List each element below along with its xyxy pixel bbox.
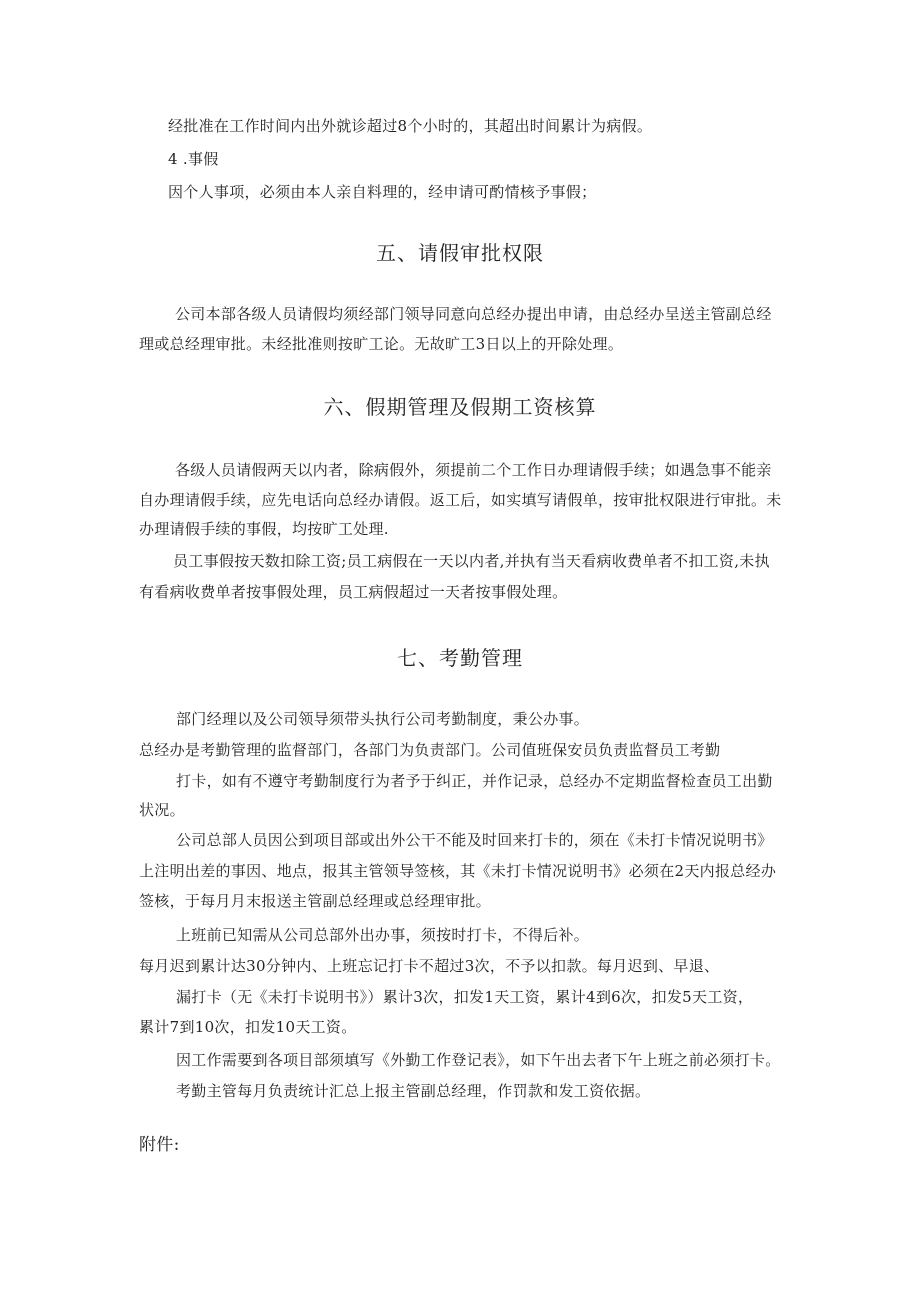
paragraph-attendance-4-line-3: 签核，于每月月末报送主管副总经理或总经理审批。 [139,892,491,910]
paragraph-sick-leave-note: 经批准在工作时间内出外就诊超过8个小时的，其超出时间累计为病假。 [168,117,653,135]
paragraph-attendance-9: 考勤主管每月负责统计汇总上报主管副总经理，作罚款和发工资依据。 [176,1082,651,1100]
paragraph-attendance-3-line-2: 状况。 [139,801,185,819]
section-heading-leave-management: 六、假期管理及假期工资核算 [323,395,597,419]
paragraph-attendance-4-line-2: 上注明出差的事因、地点，报其主管领导签核，其《未打卡情况说明书》必须在2天内报总经办 [139,862,777,880]
paragraph-attendance-5: 上班前已知需从公司总部外出办事，须按时打卡，不得后补。 [176,926,590,944]
paragraph-attendance-7-line-1: 漏打卡（无《未打卡说明书》）累计3次，扣发1天工资，累计4到6次，扣发5天工资， [176,988,754,1006]
section-heading-approval-authority: 五、请假审批权限 [376,241,544,265]
paragraph-leave-line-1: 各级人员请假两天以内者，除病假外，须提前二个工作日办理请假手续；如遇急事不能亲 [175,461,772,479]
paragraph-attendance-1: 部门经理以及公司领导须带头执行公司考勤制度，秉公办事。 [176,710,590,728]
paragraph-attendance-7-line-2: 累计7到10次，扣发10天工资。 [139,1018,357,1036]
item-personal-leave-title: 4 .事假 [168,150,219,168]
paragraph-attendance-2: 总经办是考勤管理的监督部门，各部门为负责部门。公司值班保安员负责监督员工考勤 [139,741,721,759]
paragraph-leave-line-2: 自办理请假手续，应先电话向总经办请假。返工后，如实填写请假单，按审批权限进行审批。未 [139,491,782,509]
paragraph-attendance-4-line-1: 公司总部人员因公到项目部或出外公干不能及时回来打卡的，须在《未打卡情况说明书》 [176,831,773,849]
paragraph-wage-line-1: 员工事假按天数扣除工资;员工病假在一天以内者,并执有当天看病收费单者不扣工资,未执 [173,552,770,570]
item-personal-leave-text: 因个人事项，必须由本人亲自料理的，经申请可酌情核予事假； [168,183,597,201]
paragraph-wage-line-2: 有看病收费单者按事假处理，员工病假超过一天者按事假处理。 [139,583,568,601]
paragraph-approval-line-2: 理或总经理审批。未经批准则按旷工论。无故旷工3日以上的开除处理。 [139,335,624,353]
attachment-label: 附件: [139,1135,180,1155]
section-heading-attendance: 七、考勤管理 [397,646,523,670]
paragraph-approval-line-1: 公司本部各级人员请假均须经部门领导同意向总经办提出申请，由总经办呈送主管副总经 [175,305,772,323]
paragraph-attendance-3-line-1: 打卡，如有不遵守考勤制度行为者予于纠正，并作记录，总经办不定期监督检查员工出勤 [176,772,773,790]
paragraph-attendance-8: 因工作需要到各项目部须填写《外勤工作登记表》，如下午出去者下午上班之前必须打卡。 [176,1051,781,1069]
paragraph-attendance-6: 每月迟到累计达30分钟内、上班忘记打卡不超过3次，不予以扣款。每月迟到、早退、 [139,957,720,975]
paragraph-leave-line-3: 办理请假手续的事假，均按旷工处理. [139,520,389,538]
